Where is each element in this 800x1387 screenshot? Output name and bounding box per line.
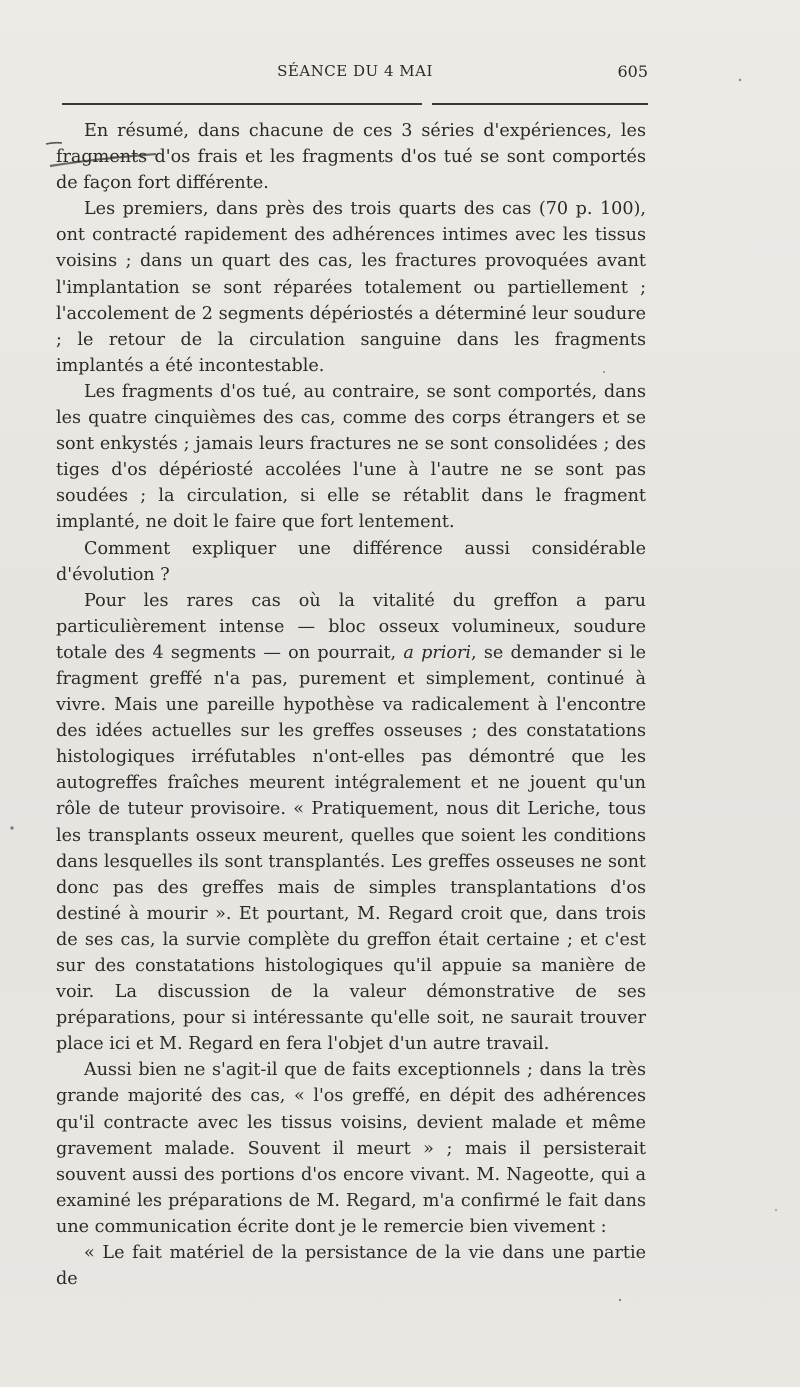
text-run: , se demander si le fragment greffé n'a pas, purement et simplement, continué à vivre. Mais une pareille hypothèse va radicalement à l'encontre des idées actuelles sur les greffes osseuses ; des constatations histologiques irréfutables n'ont-elles pas démontré que les autogreffes fraîches meurent intégralement et ne jouent qu'un rôle de tuteur provisoire. « Pratiquement, nous dit Leriche, tous les transplants osseux meurent, quelles que soient les conditions dans lesquelles ils sont transplantés. Les greffes osseuses ne sont donc pas des greffes mais de simples transplantations d'os destiné à mourir ». Et pourtant, M. Regard croit que, dans trois de ses cas, la survie complète du greffon était certaine ; et c'est sur des constatations histologiques qu'il appuie sa manière de voir. La discussion de la valeur démonstrative de ses préparations, pour si intéressante qu'elle soit, ne saurait trouver place ici et M. Regard en fera l'objet d'un autre travail.: [56, 642, 646, 1055]
body-text: [56, 118, 646, 1292]
paragraph: [56, 588, 646, 1058]
paragraph: Comment expliquer une différence aussi considérable d'évolution ?: [56, 538, 646, 585]
header-rule-right: [432, 103, 648, 105]
running-header: [62, 62, 648, 92]
text-run: Pour les rares cas où la vitalité du greffon a paru particulièrement intense — bloc osseux volumineux, soudure totale des 4 segments — on pourrait,: [56, 590, 646, 663]
paragraph: En résumé, dans chacune de ces 3 séries d'expériences, les fragments d'os frais et les fragments d'os tué se sont comportés de façon fort différente.: [56, 121, 646, 194]
header-title: SÉANCE DU 4 MAI: [277, 62, 433, 80]
page-number: 605: [617, 62, 648, 81]
paragraph: Aussi bien ne s'agit-il que de faits exceptionnels ; dans la très grande majorité des cas, « l'os greffé, en dépit des adhérences qu'il contracte avec les tissus voisins, devient malade et même gravement malade. Souvent il meurt » ; mais il persisterait souvent aussi des portions d'os encore vivant. M. Nageotte, qui a examiné les préparations de M. Regard, m'a confirmé le fait dans une communication écrite dont je le remercie bien vivement :: [56, 1060, 646, 1237]
paragraph: Les fragments d'os tué, au contraire, se sont comportés, dans les quatre cinquièmes des cas, comme des corps étrangers et se sont enkystés ; jamais leurs fractures ne se sont consolidées ; des tiges d'os dépériosté accolées l'une à l'autre ne se sont pas soudées ; la circulation, si elle se rétablit dans le fragment implanté, ne doit le faire que fort lentement.: [56, 381, 646, 533]
paragraph: Les premiers, dans près des trois quarts des cas (70 p. 100), ont contracté rapidement des adhérences intimes avec les tissus voisins ; dans un quart des cas, les fractures provoquées avant l'implantation se sont réparées totalement ou partiellement ; l'accolement de 2 segments dépériostés a déterminé leur soudure ; le retour de la circulation sanguine dans les fragments implantés a été incontestable.: [56, 199, 646, 376]
italic-phrase: a priori: [403, 642, 472, 663]
paragraph: « Le fait matériel de la persistance de la vie dans une partie de: [56, 1243, 646, 1290]
header-rule-left: [62, 103, 422, 105]
